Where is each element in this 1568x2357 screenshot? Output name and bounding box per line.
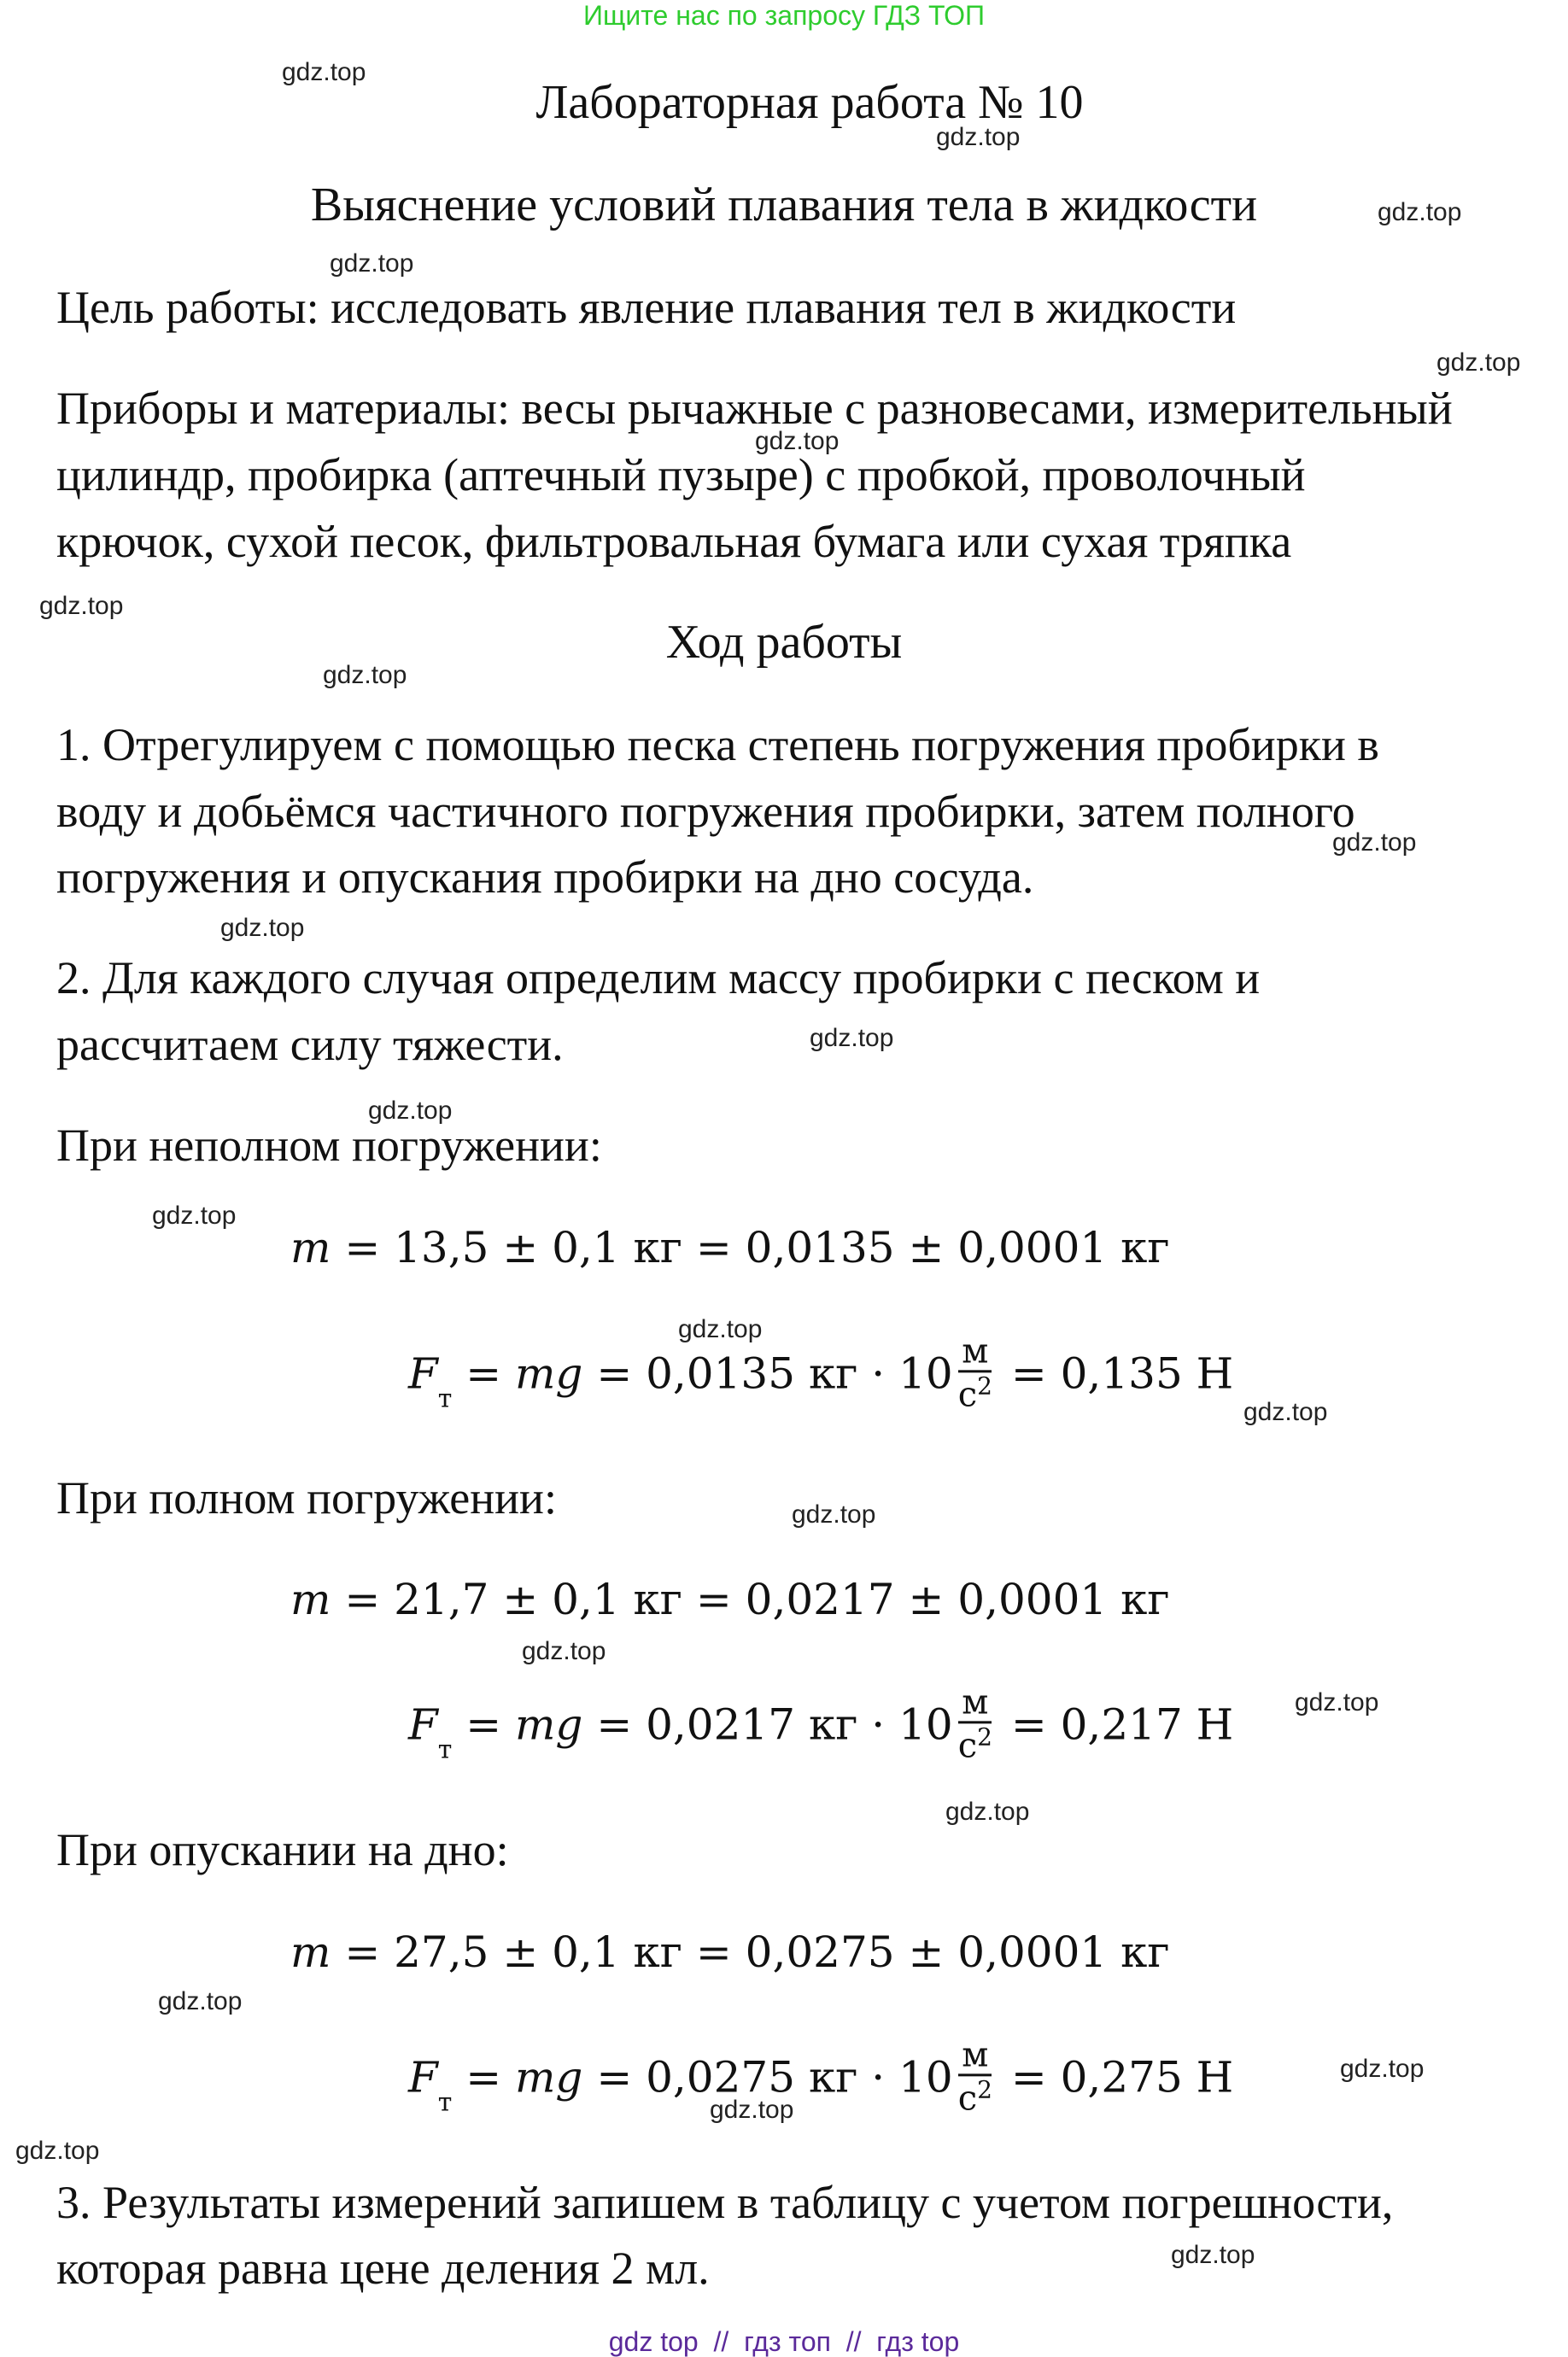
step2-line: 2. Для каждого случая определим массу пробирки с песком и <box>56 952 1261 1003</box>
equals: = <box>452 1348 515 1398</box>
page-title: Лабораторная работа № 10 <box>535 76 1084 129</box>
watermark: gdz.top <box>152 1202 237 1230</box>
page-subtitle: Выяснение условий плавания тела в жидкости <box>310 178 1258 231</box>
mass-expr: = 13,5 ± 0,1 кг = 0,0135 ± 0,0001 кг <box>331 1223 1170 1272</box>
watermark: gdz.top <box>282 58 366 86</box>
watermark: gdz.top <box>936 123 1021 151</box>
var-mg: mg <box>515 1699 583 1749</box>
force-equation <box>408 1682 1234 1766</box>
mass-equation <box>290 1927 1170 1977</box>
watermark: gdz.top <box>710 2096 794 2124</box>
equals: = <box>452 1699 515 1749</box>
watermark: gdz.top <box>158 1987 243 2015</box>
unit-den-base: с <box>957 1726 978 1766</box>
watermark: gdz.top <box>522 1637 606 1665</box>
unit-den <box>957 2075 992 2119</box>
watermark: gdz.top <box>1332 828 1417 857</box>
unit-fraction <box>957 2035 992 2119</box>
promo-banner[interactable]: Ищите нас по запросу ГДЗ ТОП <box>583 0 985 31</box>
watermark: gdz.top <box>39 592 124 620</box>
mass-equation <box>290 1223 1170 1272</box>
step2-line: рассчитаем силу тяжести. <box>56 1019 564 1070</box>
procedure-heading: Ход работы <box>665 616 903 669</box>
unit-fraction <box>957 1331 992 1415</box>
watermark: gdz.top <box>323 661 407 689</box>
mass-equation <box>290 1575 1170 1624</box>
watermark: gdz.top <box>1243 1398 1328 1426</box>
mass-expr: = 21,7 ± 0,1 кг = 0,0217 ± 0,0001 кг <box>331 1575 1170 1624</box>
goal-text: Цель работы: исследовать явление плавания тел в жидкости <box>56 282 1237 333</box>
watermark: gdz.top <box>330 249 414 278</box>
unit-num: м <box>958 2038 992 2076</box>
var-F: F <box>408 1348 438 1398</box>
case-label: При неполном погружении: <box>56 1120 602 1171</box>
footer-links[interactable]: gdz top // гдз топ // гдз top <box>608 2326 960 2357</box>
var-m: m <box>290 1223 331 1272</box>
materials-line: крючок, сухой песок, фильтровальная бумага или сухая тряпка <box>56 516 1292 567</box>
watermark: gdz.top <box>1171 2241 1255 2269</box>
var-F: F <box>408 2051 438 2102</box>
watermark: gdz.top <box>678 1315 763 1343</box>
var-mg: mg <box>515 1348 583 1398</box>
step1-line: воду и добьёмся частичного погружения пробирки, затем полного <box>56 786 1355 837</box>
watermark: gdz.top <box>368 1097 453 1125</box>
var-F-sub: т <box>437 1383 453 1414</box>
watermark: gdz.top <box>15 2137 100 2165</box>
step1-line: погружения и опускания пробирки на дно сосуда. <box>56 851 1034 903</box>
var-F: F <box>408 1699 438 1749</box>
force-equation <box>408 2035 1234 2119</box>
var-m: m <box>290 1575 331 1624</box>
unit-den-pow: 2 <box>977 1372 992 1401</box>
step3-line: которая равна цене деления 2 мл. <box>56 2243 710 2294</box>
var-F-sub: т <box>437 2087 453 2118</box>
watermark: gdz.top <box>220 914 305 942</box>
equals: = <box>452 2051 515 2102</box>
force-result: = 0,275 Н <box>997 2051 1234 2102</box>
unit-den <box>957 1722 992 1766</box>
force-expr: = 0,0217 кг · 10 <box>582 1699 953 1749</box>
unit-den-pow: 2 <box>977 2075 992 2104</box>
unit-num: м <box>958 1685 992 1723</box>
step1-line: 1. Отрегулируем с помощью песка степень погружения пробирки в <box>56 719 1379 770</box>
force-expr: = 0,0275 кг · 10 <box>582 2051 953 2102</box>
unit-den <box>957 1372 992 1415</box>
unit-den-pow: 2 <box>977 1722 992 1752</box>
force-result: = 0,135 Н <box>997 1348 1234 1398</box>
force-expr: = 0,0135 кг · 10 <box>582 1348 953 1398</box>
case-label: При опускании на дно: <box>56 1824 509 1875</box>
materials-line: цилиндр, пробирка (аптечный пузыре) с пробкой, проволочный <box>56 449 1306 500</box>
watermark: gdz.top <box>1295 1688 1379 1717</box>
watermark: gdz.top <box>755 427 840 455</box>
force-equation <box>408 1331 1234 1415</box>
unit-fraction <box>957 1682 992 1766</box>
watermark: gdz.top <box>1340 2055 1425 2083</box>
force-result: = 0,217 Н <box>997 1699 1234 1749</box>
var-F-sub: т <box>437 1734 453 1765</box>
unit-den-base: с <box>957 1375 978 1415</box>
step3-line: 3. Результаты измерений запишем в таблицу с учетом погрешности, <box>56 2177 1394 2228</box>
watermark: gdz.top <box>810 1024 894 1052</box>
mass-expr: = 27,5 ± 0,1 кг = 0,0275 ± 0,0001 кг <box>331 1927 1170 1977</box>
watermark: gdz.top <box>792 1500 876 1529</box>
case-label: При полном погружении: <box>56 1472 557 1524</box>
watermark: gdz.top <box>945 1798 1030 1826</box>
watermark: gdz.top <box>1436 348 1521 377</box>
var-mg: mg <box>515 2051 583 2102</box>
var-m: m <box>290 1927 331 1977</box>
unit-den-base: с <box>957 2079 978 2119</box>
watermark: gdz.top <box>1378 198 1462 226</box>
materials-line: Приборы и материалы: весы рычажные с разновесами, измерительный <box>56 383 1453 434</box>
unit-num: м <box>958 1334 992 1372</box>
